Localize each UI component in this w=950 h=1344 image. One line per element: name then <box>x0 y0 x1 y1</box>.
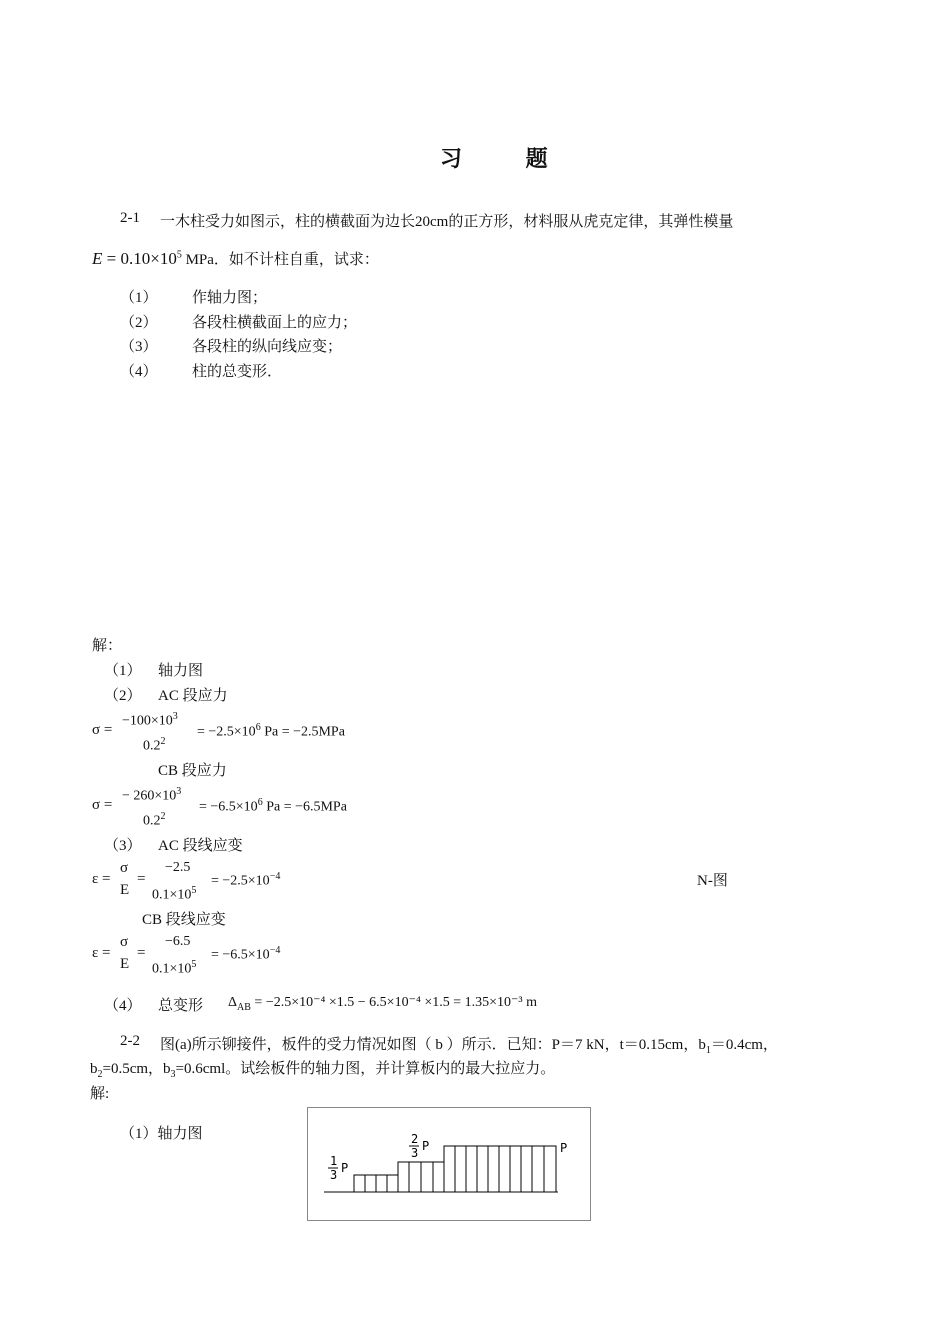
step-text: AC 段线应变 <box>158 838 243 854</box>
epsilon-lhs: ε = <box>92 945 111 961</box>
label-twothirds-num: 2 <box>411 1132 419 1146</box>
E-under: E <box>120 882 130 898</box>
b1-subscript: 1 <box>705 1045 711 1056</box>
delta-subscript: AB <box>237 1001 251 1013</box>
step-full-p <box>444 1146 556 1192</box>
fraction-denominator <box>152 885 196 904</box>
rhs-exp: −4 <box>269 871 281 882</box>
solution-label: 解： <box>92 638 123 654</box>
denominator-exp: 2 <box>160 736 166 747</box>
list-item: 各段柱的纵向线应变； <box>192 339 343 355</box>
numerator-exp: 3 <box>176 786 182 797</box>
denominator-exp: 2 <box>160 811 166 822</box>
modulus-line <box>92 248 379 269</box>
eq-sign: = <box>137 871 146 887</box>
label-p: P <box>560 1141 568 1155</box>
numerator-text: − 260×10 <box>122 788 177 804</box>
label-third-num: 1 <box>330 1154 338 1168</box>
modulus-symbol: E <box>92 249 103 268</box>
b2-subscript: 2 <box>97 1069 103 1080</box>
axial-force-diagram <box>307 1107 591 1221</box>
problem-text: 一木柱受力如图示，柱的横截面为边长20cm的正方形，材料服从虎克定律，其弹性模量 <box>160 214 734 230</box>
rhs-exp: −4 <box>269 945 281 956</box>
fraction-denominator <box>152 959 196 978</box>
formula-rhs <box>211 871 280 890</box>
modulus-exp: 5 <box>176 249 182 261</box>
problem-text-d: =0.6cml。试绘板件的轴力图，并计算板内的最大拉应力。 <box>175 1061 556 1077</box>
n-diagram-label: N-图 <box>697 873 728 889</box>
hatching-three <box>455 1146 544 1192</box>
fraction-numerator: −6.5 <box>165 934 191 949</box>
sigma-lhs: σ = <box>92 722 113 738</box>
delta-formula <box>228 994 537 1013</box>
formula-rhs <box>199 797 347 816</box>
fraction-numerator <box>122 711 178 730</box>
denominator-exp: 5 <box>191 959 197 970</box>
step-text: （1）轴力图 <box>120 1126 203 1142</box>
b3-subscript: 3 <box>170 1069 176 1080</box>
list-item-num: （4） <box>120 364 158 380</box>
label-twothirds-den: 3 <box>411 1146 419 1160</box>
step-num: （2） <box>104 688 142 704</box>
denominator-exp: 5 <box>191 885 197 896</box>
denominator-text: 0.2 <box>143 813 161 829</box>
fraction-denominator <box>143 736 166 755</box>
step-text: 总变形 <box>158 998 204 1014</box>
denominator-text: 0.2 <box>143 738 161 754</box>
rhs-tail: Pa = −2.5MPa <box>260 724 345 740</box>
rhs-exp: 6 <box>257 797 263 808</box>
delta-rhs: = −2.5×10⁻⁴ ×1.5 − 6.5×10⁻⁴ ×1.5 = 1.35×10⁻³ m <box>254 995 537 1010</box>
list-item-num: （2） <box>120 315 158 331</box>
hatching-two <box>409 1162 433 1192</box>
step-num: （1） <box>104 663 142 679</box>
rhs-text: = −6.5×10 <box>211 947 270 963</box>
problem-text-a: 图(a)所示铆接件，板件的受力情况如图（ b ）所示．已知：P＝7 kN，t＝0.15cm，b <box>160 1037 706 1053</box>
sigma-lhs: σ = <box>92 797 113 813</box>
step-text: CB 段应力 <box>158 763 227 779</box>
fraction-numerator: −2.5 <box>165 860 191 875</box>
problem-text-c: =0.5cm，b <box>102 1061 171 1077</box>
problem-text <box>160 1033 778 1056</box>
denominator-text: 0.1×10 <box>152 961 192 977</box>
problem-text-line2 <box>90 1057 555 1080</box>
step-text: CB 段线应变 <box>142 912 226 928</box>
b2-symbol: b <box>90 1061 98 1077</box>
problem-number: 2-1 <box>120 210 140 226</box>
numerator-exp: 3 <box>172 711 178 722</box>
delta-symbol: Δ <box>228 995 238 1010</box>
sigma-over: σ <box>120 934 129 950</box>
label-third-p: P <box>341 1161 349 1175</box>
formula-rhs <box>197 722 345 741</box>
step-text: 轴力图 <box>158 663 204 679</box>
formula-rhs <box>211 945 280 964</box>
step-num: （3） <box>104 838 142 854</box>
rhs-tail: Pa = −6.5MPa <box>262 799 347 815</box>
modulus-eq: = 0.10×10 <box>102 249 177 268</box>
list-item: 柱的总变形． <box>192 364 283 380</box>
list-item: 各段柱横截面上的应力； <box>192 315 358 331</box>
list-item: 作轴力图； <box>192 290 268 306</box>
modulus-tail: MPa．如不计柱自重，试求： <box>181 252 379 268</box>
fraction-denominator <box>143 811 166 830</box>
rhs-text: = −6.5×10 <box>199 799 258 815</box>
fraction-numerator <box>122 786 181 805</box>
numerator-text: −100×10 <box>122 713 173 729</box>
rhs-exp: 6 <box>255 722 261 733</box>
problem-text-b: ＝0.4cm， <box>710 1037 778 1053</box>
sigma-over: σ <box>120 860 129 876</box>
denominator-text: 0.1×10 <box>152 887 192 903</box>
axial-force-svg <box>308 1108 590 1220</box>
step-num: （4） <box>104 998 142 1014</box>
E-under: E <box>120 956 130 972</box>
rhs-text: = −2.5×10 <box>197 724 256 740</box>
label-third-den: 3 <box>330 1168 338 1182</box>
list-item-num: （3） <box>120 339 158 355</box>
list-item-num: （1） <box>120 290 158 306</box>
problem-number: 2-2 <box>120 1033 140 1049</box>
solution-label: 解: <box>90 1086 110 1102</box>
page-title: 习 题 <box>440 147 576 172</box>
rhs-text: = −2.5×10 <box>211 873 270 889</box>
epsilon-lhs: ε = <box>92 871 111 887</box>
label-twothirds-p: P <box>422 1139 430 1153</box>
eq-sign: = <box>137 945 146 961</box>
hatching-one <box>365 1175 387 1192</box>
step-text: AC 段应力 <box>158 688 228 704</box>
